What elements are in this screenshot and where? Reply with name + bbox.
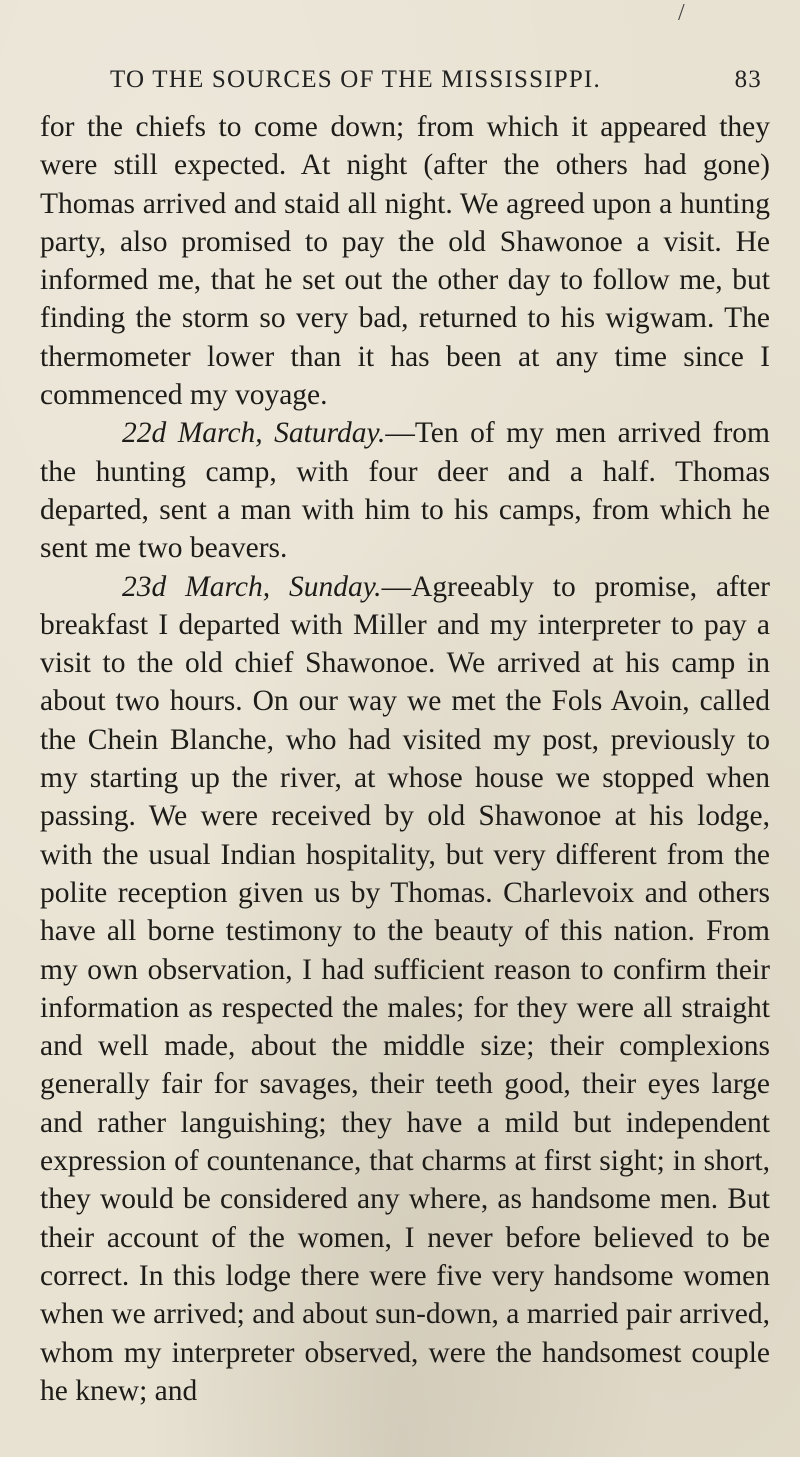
journal-entry-22-march	[40, 414, 770, 567]
paragraph-text: for the chiefs to come down; from which it appeared they were still expected. At night (after the others had gone) Thomas arrived and staid all night. We agreed upon a hunting party, also promised to pay the old Shawonoe a visit. He informed me, that he set out the other day to follow me, but finding the storm so very bad, returned to his wigwam. The thermometer lower than it has been at any time since I commenced my voyage.	[40, 111, 770, 412]
entry-text: —Agreeably to promise, after breakfast I departed with Miller and my interpreter to pay a visit to the old chief Shawonoe. We arrived at his camp in about two hours. On our way we met the Fols Avoin, called the Chein Blanche, who had visited my post, previously to my starting up the river, at whose house we stopped when passing. We were received by old Shawonoe at his lodge, with the usual Indian hospitality, but very different from the polite reception given us by Thomas. Charlevoix and others have all borne testimony to the beauty of this nation. From my own observation, I had sufficient reason to confirm their information as respected the males; for they were all straight and well made, about the middle size; their complexions generally fair for savages, their teeth good, their eyes large and rather languishing; they have a mild but independent expression of countenance, that charms at first sight; in short, they would be considered any where, as handsome men. But their account of the women, I never before believed to be correct. In this lodge there were five very handsome women when we arrived; and about sun-down, a married pair arrived, whom my interpreter observed, were the handsomest couple he knew; and	[40, 570, 770, 1407]
paragraph-continuation	[40, 108, 770, 414]
entry-date: 23d March, Sunday.	[122, 570, 382, 603]
stray-mark: /	[678, 0, 685, 26]
running-head-title: TO THE SOURCES OF THE MISSISSIPPI.	[110, 66, 601, 93]
entry-date: 22d March, Saturday.	[122, 417, 386, 450]
page-number: 83	[734, 66, 762, 93]
entry-text: —Ten of my men arrived from the hunting camp, with four deer and a half. Thomas departed, sent a man with him to his camps, from which he sent me two beavers.	[40, 417, 770, 565]
running-head	[110, 66, 762, 106]
body-text	[40, 108, 770, 1410]
journal-entry-23-march	[40, 568, 770, 1411]
